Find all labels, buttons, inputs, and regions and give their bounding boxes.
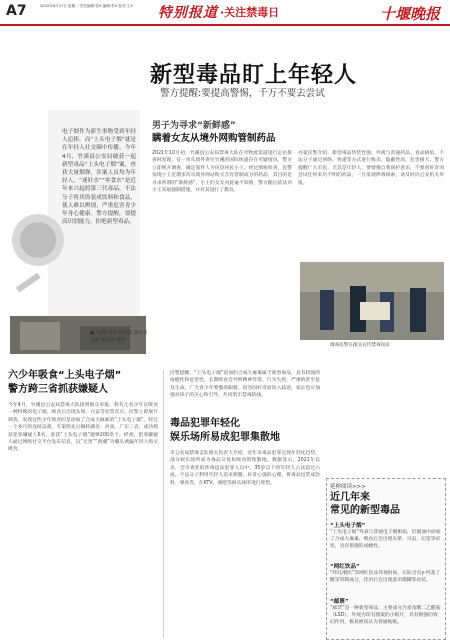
sidebar-title-2: 常见的新型毒品 bbox=[330, 505, 400, 516]
s1-headline-2: 瞒着女友从境外网购管制药品 bbox=[152, 133, 276, 144]
main-subheadline: 警方提醒:要提高警惕，千万不要去尝试 bbox=[160, 88, 325, 99]
s2-body-right: 民警提醒，“上头电子烟”添加的合成大麻素属于新型毒品，具有较强的成瘾性和危害性，长期吸食会导致精神异常、行为失控，严重的甚至危及生命。广大青少年要擦亮眼睛，切勿因好奇而误入歧途，家长也应加强对孩子的关心和引导，共同筑牢禁毒防线。 bbox=[170, 371, 320, 399]
extended-reading-tag: 延伸阅读>>> bbox=[330, 484, 366, 490]
column-divider bbox=[163, 370, 164, 638]
sidebar-item-2-desc: “咔哇潮饮”等网红饮品外观时尚，实际含有γ-羟基丁酸等管制成分，饮用后会出现意识模糊等症状。 bbox=[330, 571, 441, 583]
date-line: 2022年6月27日 星期一 责任编辑:张X 编辑:李X 校对:王X bbox=[40, 4, 133, 8]
s2-body-left: 今年4月，竹溪县公安局禁毒大队接到群众举报，称有几名少年在吸食一种特殊的电子烟，吸食后出现头晕、兴奋等异常反应。民警立即展开调查，发现这些少年吸食的是添加了合成大麻素的“上头电子烟”。经过一个多月的连续奋战，专案组先后辗转湖北、河南、广东三省，成功抓获犯罪嫌疑人6名，查获“上头电子烟”烟弹200余个。经查，犯罪嫌疑人通过网络社交平台发布信息，以“无害”“新潮”为噱头诱骗年轻人购买吸食。 bbox=[8, 403, 158, 453]
street-photo-caption: 缉毒民警在街头宣传禁毒知识 bbox=[330, 343, 390, 348]
sidebar-item-3-title: “邮票” bbox=[330, 599, 349, 605]
intro-paragraph: 电子烟作为新生事物受到年轻人追捧，而“上头电子烟”就是在年轻人社交圈中传播。今年4月，竹溪县公安局破获一起新型毒品“上头电子烟”案，查获大量烟弹，涉案人员均为年轻人。“迷奸水”“零食水”是近年来兴起的第三代毒品，不法分子将其伪装成饮料和食品，使人难以辨别，严重危害青少年身心健康。警方提醒，要提高识别能力，拒绝新型毒品。 bbox=[62, 129, 136, 226]
newspaper-brand: 十堰晚报 bbox=[379, 5, 440, 23]
page-number: A7 bbox=[6, 3, 27, 19]
sidebar-item-3-desc: “邮票”是一种新型毒品，主要成分为麦角酸二乙酰胺（LSD），外观为印有图案的小纸片，具有极强的致幻作用，极易被误认为普通贴纸。 bbox=[330, 606, 441, 625]
main-headline: 新型毒品盯上年轻人 bbox=[150, 62, 358, 88]
s1-body-left: 2021年10月初，竹溪县公安局禁毒大队在对物流渠道进行走访排查时发现，有一单从境外寄往竹溪的国际快递存在可疑情况。警方立即展开调查，确定收件人为该县居民小王。经过缜密侦查，民警发现小王近期多次从境外网站购买含有管制成分的药品，其目的是寻求所谓的“新鲜感”。小王的女友对此毫不知情，警方随后依法对小王采取强制措施，并对其进行了教育。 bbox=[152, 151, 292, 194]
s1-headline-1: 男子为寻求“新鲜感” bbox=[152, 121, 236, 131]
section-banner bbox=[158, 0, 279, 24]
banner-main: 特别报道 bbox=[158, 5, 218, 21]
s1-body-right: 办案民警介绍，新型毒品伪装性强，外观与普通药品、食品相似，不法分子通过网络、快递等方式进行贩卖，隐蔽性高，危害极大。警方提醒广大市民，尤其是年轻人，要增强自我保护意识，不要因好奇而尝试任何来历不明的药品，一旦发现涉毒线索，请及时向公安机关举报。 bbox=[298, 151, 444, 186]
sidebar-item-2-title: “网红饮品” bbox=[330, 564, 360, 570]
s3-headline-2: 娱乐场所易成犯罪集散地 bbox=[170, 432, 280, 443]
header-rule bbox=[0, 24, 450, 26]
s2-headline-1: 六少年吸食“上头电子烟” bbox=[8, 370, 122, 381]
sidebar-item-1-desc: “上头电子烟”外表与普通电子烟相似，但烟油中添加了合成大麻素，吸食后会出现头晕、兴奋、幻觉等症状，具有很强的成瘾性。 bbox=[330, 530, 441, 549]
street-photo bbox=[300, 262, 444, 340]
s3-body: 市公安局禁毒支队相关负责人介绍，近年来毒品犯罪呈现年轻化趋势，部分娱乐场所成为毒品交易和吸食的集散地。数据显示，2021年以来，全市查处的涉毒违法犯罪人员中，35岁以下的年轻人占比超过六成。不法分子利用年轻人追求刺激、好奇心强的心理，将毒品包装成饮料、零食等，在KTV、酒吧等娱乐场所进行兜售。 bbox=[170, 451, 320, 486]
s3-headline-1: 毒品犯罪年轻化 bbox=[170, 418, 240, 429]
case-photo-caption: ■ 文/图 记者 杨建波 通讯员 孙刚 潘成涛 唐明 bbox=[90, 331, 148, 343]
s2-headline-2: 警方跨三省抓获嫌疑人 bbox=[8, 384, 108, 395]
sidebar-title-1: 近几年来 bbox=[330, 492, 370, 503]
street-photo-image bbox=[300, 262, 444, 340]
banner-sub: ·关注禁毒日 bbox=[220, 6, 280, 19]
sidebar-item-1-title: “上头电子烟” bbox=[330, 523, 366, 529]
